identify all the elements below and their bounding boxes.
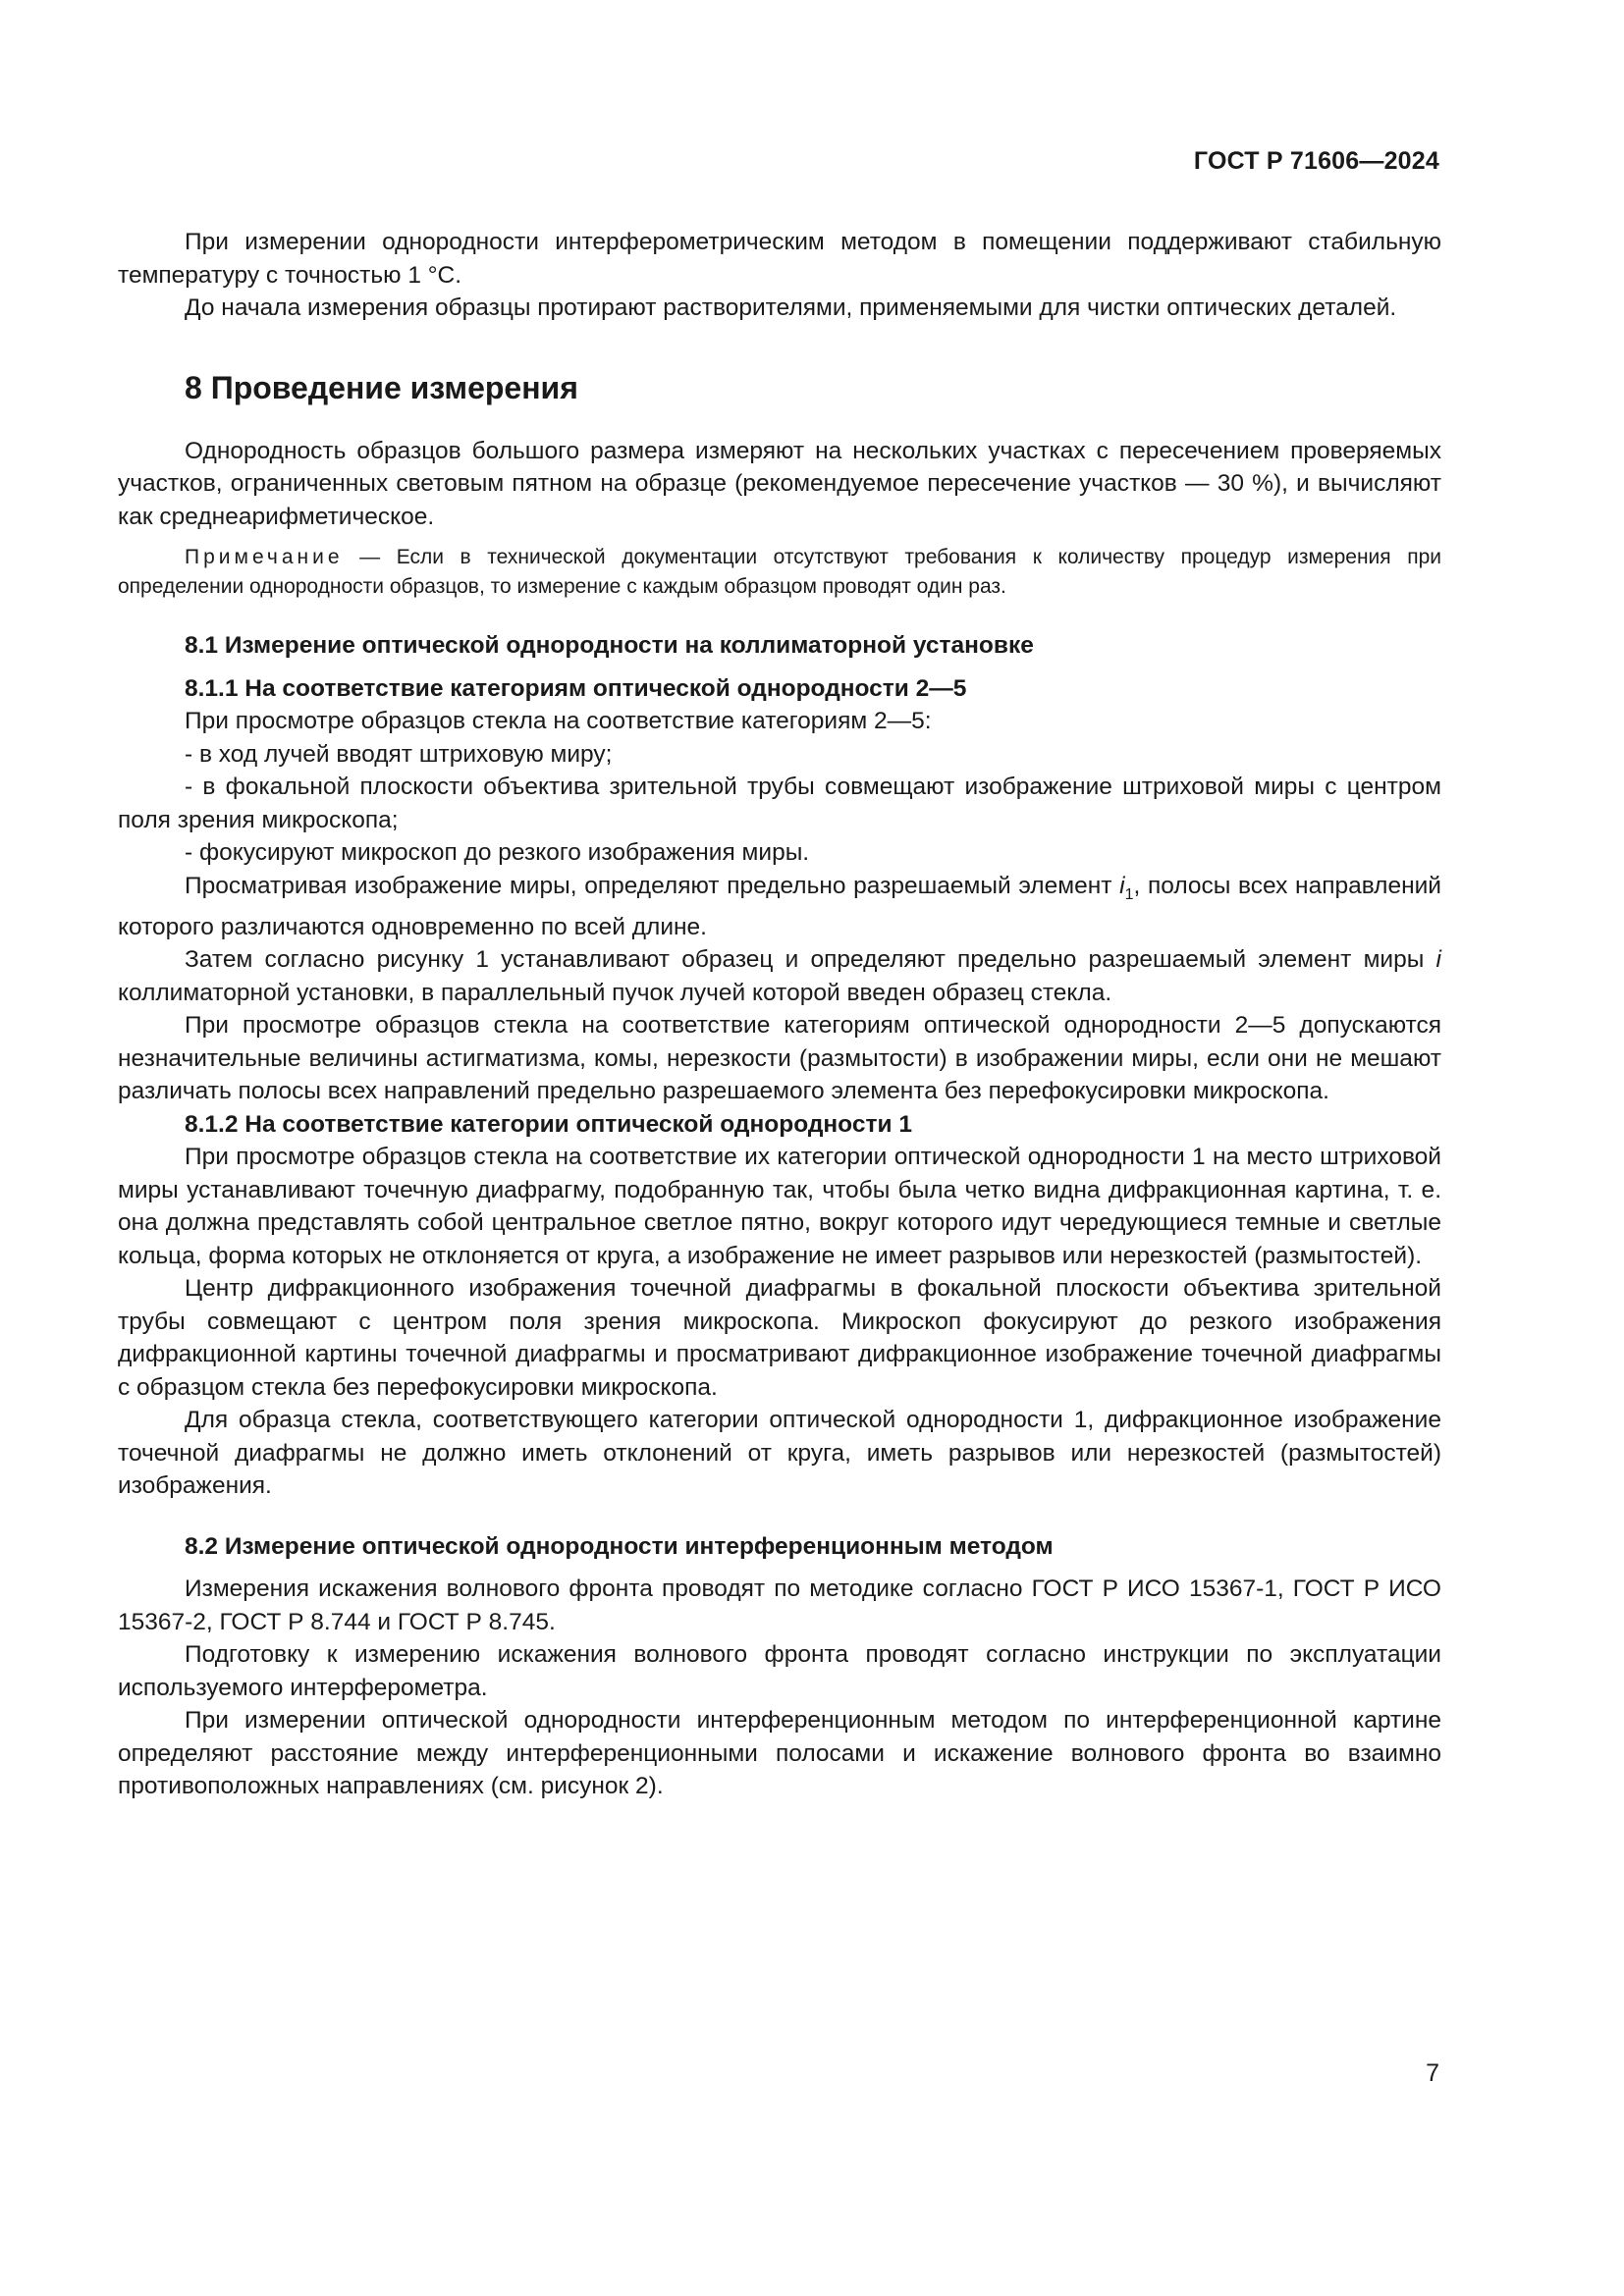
- section-8-paragraph: Однородность образцов большого размера измеряют на нескольких участках с пересечением проверяемых участков, ограниченных световым пятном на образце (рекомендуемое пересечение участков — 30 %), и вычисляют как среднеарифметическое.: [118, 437, 1441, 530]
- document-code: ГОСТ Р 71606—2024: [1193, 147, 1439, 175]
- paragraph-82-2: Подготовку к измерению искажения волнового фронта проводят согласно инструкции по эксплуатации используемого интерферометра.: [118, 1641, 1441, 1701]
- section-8-2-title: 8.2 Измерение оптической однородности интерференционным методом: [185, 1532, 1054, 1560]
- text-fragment: Затем согласно рисунку 1 устанавливают образец и определяют предельно разрешаемый элемент миры: [185, 946, 1436, 974]
- math-variable: i: [1119, 872, 1125, 899]
- paragraph-82-1: Измерения искажения волнового фронта проводят по методике согласно ГОСТ Р ИСО 15367-1, ГОСТ Р ИСО 15367-2, ГОСТ Р 8.744 и ГОСТ Р 8.745.: [118, 1575, 1441, 1635]
- text-fragment: , полосы всех направлений которого различаются одновременно по всей длине.: [118, 872, 1441, 940]
- paragraph-82-3: При измерении оптической однородности интерференционным методом по интерференционной картине определяют расстояние между интерференционными полосами и искажение волнового фронта во взаимно противоположных направлениях (см. рисунок 2).: [118, 1707, 1441, 1800]
- paragraph-then: [118, 943, 1441, 1009]
- section-8-title: 8 Проведение измерения: [185, 369, 578, 405]
- list-item: - в фокальной плоскости объектива зрительной трубы совмещают изображение штриховой миры с центром поля зрения микроскопа;: [118, 774, 1441, 833]
- paragraph-view: [118, 870, 1441, 944]
- text-fragment: коллиматорной установки, в параллельный пучок лучей которой введен образец стекла.: [118, 979, 1112, 1006]
- paragraph-allowed: При просмотре образцов стекла на соответствие категориям оптической однородности 2—5 допускаются незначительные величины астигматизма, комы, нерезкости (размытости) в изображении миры, если они не мешают различать полосы всех направлений предельно разрешаемого элемента без перефокусировки микроскопа.: [118, 1012, 1441, 1105]
- paragraph-812-1: При просмотре образцов стекла на соответствие их категории оптической однородности 1 на место штриховой миры устанавливают точечную диафрагму, подобранную так, чтобы была четко видна дифракционная картина, т. е. она должна представлять собой центральное светлое пятно, вокруг которого идут чередующиеся темные и светлые кольца, форма которых не отклоняется от круга, а изображение не имеет разрывов или нерезкостей (размытостей).: [118, 1144, 1441, 1269]
- page-number: 7: [1426, 2059, 1439, 2087]
- list-intro: При просмотре образцов стекла на соответствие категориям 2—5:: [185, 708, 932, 734]
- text-fragment: Просматривая изображение миры, определяют предельно разрешаемый элемент: [185, 872, 1120, 899]
- note-label: Примечание: [185, 546, 344, 568]
- note: [118, 543, 1441, 602]
- note-text: — Если в технической документации отсутствуют требования к количеству процедур измерения при определении однородности образцов, то измерение с каждым образцом проводят один раз.: [118, 546, 1441, 598]
- section-8-1-1-title: 8.1.1 На соответствие категориям оптической однородности 2—5: [185, 674, 967, 702]
- section-8-1-title: 8.1 Измерение оптической однородности на коллиматорной установке: [185, 632, 1034, 659]
- section-8-1-2-title: 8.1.2 На соответствие категории оптической однородности 1: [185, 1110, 912, 1138]
- math-variable: i: [1435, 946, 1441, 974]
- list-item: - фокусируют микроскоп до резкого изображения миры.: [185, 839, 810, 866]
- paragraph-812-3: Для образца стекла, соответствующего категории оптической однородности 1, дифракционное изображение точечной диафрагмы не должно иметь отклонений от круга, иметь разрывов или нерезкостей (размытостей) изображения.: [118, 1407, 1441, 1500]
- paragraph-812-2: Центр дифракционного изображения точечной диафрагмы в фокальной плоскости объектива зрительной трубы совмещают с центром поля зрения микроскопа. Микроскоп фокусируют до резкого изображения дифракционной картины точечной диафрагмы и просматривают дифракционное изображение точечной диафрагмы с образцом стекла без перефокусировки микроскопа.: [118, 1275, 1441, 1401]
- intro-paragraph-2: До начала измерения образцы протирают растворителями, применяемыми для чистки оптических деталей.: [185, 294, 1397, 321]
- math-subscript: 1: [1124, 885, 1134, 903]
- page-content: [118, 226, 1441, 1803]
- list-item: - в ход лучей вводят штриховую миру;: [185, 740, 613, 768]
- intro-paragraph-1: При измерении однородности интерферометрическим методом в помещении поддерживают стабильную температуру с точностью 1 °С.: [118, 229, 1441, 289]
